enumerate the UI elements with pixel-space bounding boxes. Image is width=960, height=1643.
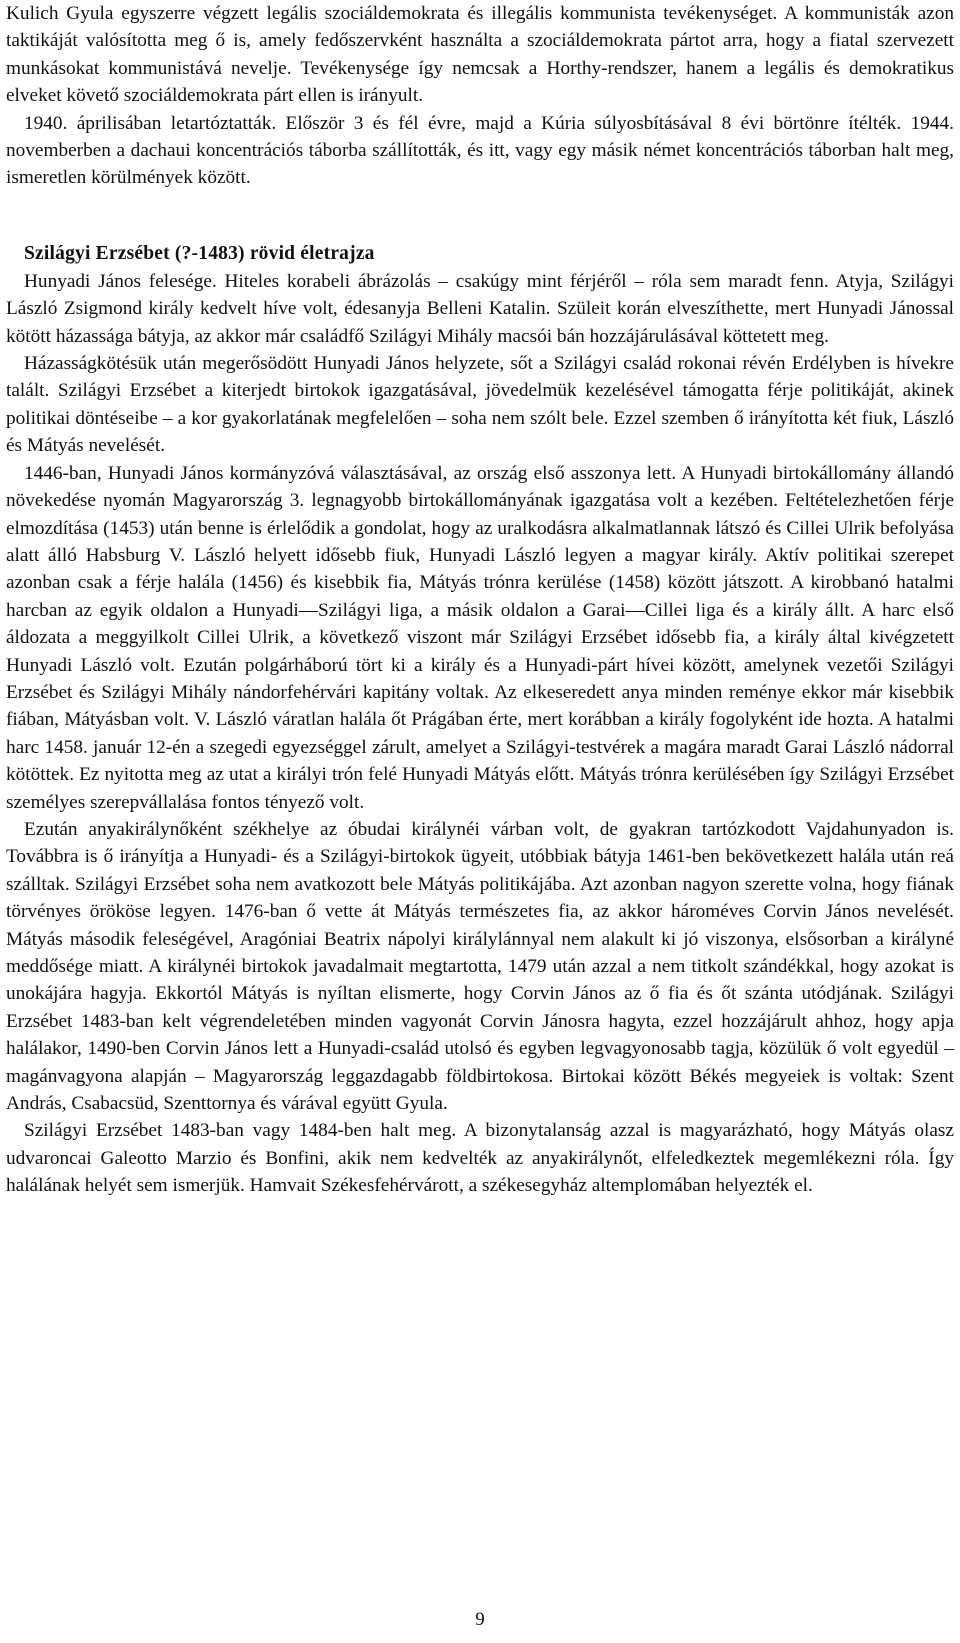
body-paragraph-3: 1446-ban, Hunyadi János kormányzóvá választásával, az ország első asszonya lett. A Hunyadi birtokállomány állandó növekedése nyomán Magyarország 3. legnagyobb birtokállományának igazgatása volt a kezében. Feltételezhetően férje elmozdítása (1453) után benne is érlelődik a gondolat, hogy az uralkodásra alkalmatlannak látszó és Cillei Ulrik befolyása alatt álló Habsburg V. László helyett idősebb fiuk, Hunyadi László legyen a magyar király. Aktív politikai szerepet azonban csak a férje halála (1456) és kisebbik fia, Mátyás trónra kerülése (1458) között játszott. A kirobbanó hatalmi harcban az egyik oldalon a Hunyadi—Szilágyi liga, a másik oldalon a Garai—Cillei liga és a király állt. A harc első áldozata a meggyilkolt Cillei Ulrik, a következő viszont már Szilágyi Erzsébet idősebb fia, a király által kivégzetett Hunyadi László volt. Ezután polgárháború tört ki a király és a Hunyadi-párt hívei között, amelynek vezetői Szilágyi Erzsébet és Szilágyi Mihály nándorfehérvári kapitány voltak. Az elkeseredett anya minden reménye ekkor már kisebbik fiában, Mátyásban volt. V. László váratlan halála őt Prágában érte, mert korábban a király fogolyként ide hozta. A hatalmi harc 1458. január 12-én a szegedi egyezséggel zárult, amelyet a Szilágyi-testvérek a magára maradt Garai László nádorral kötöttek. Ez nyitotta meg az utat a királyi trón felé Hunyadi Mátyás előtt. Mátyás trónra kerülésében így Szilágyi Erzsébet személyes szerepvállalása fontos tényező volt. <box>6 462 954 813</box>
intro-paragraph-1: Kulich Gyula egyszerre végzett legális szociáldemokrata és illegális kommunista tevékenységet. A kommunisták azon taktikáját valósította meg ő is, amely fedőszervként használta a szociáldemokrata pártot arra, hogy a fiatal szervezett munkásokat kommunistává nevelje. Tevékenysége így nemcsak a Horthy-rendszer, hanem a legális és demokratikus elveket követő szociáldemokrata párt ellen is irányult. <box>6 3 954 107</box>
body-paragraph-4: Ezután anyakirálynőként székhelye az óbudai királynéi várban volt, de gyakran tartózkodott Vajdahunyadon is. Továbbra is ő irányítja a Hunyadi- és a Szilágyi-birtokok ügyeit, utóbbiak bátyja 1461-ben bekövetkezett halála után reá szálltak. Szilágyi Erzsébet soha nem avatkozott bele Mátyás politikájába. Azt azonban nagyon szerette volna, hogy fiának törvényes örököse legyen. 1476-ban ő vette át Mátyás természetes fia, az akkor hároméves Corvin János nevelését. Mátyás második feleségével, Aragóniai Beatrix nápolyi királylánnyal nem alakult ki jó viszonya, elsősorban a királyné meddősége miatt. A királynéi birtokok javadalmait megtartotta, 1479 után azzal a nem titkolt szándékkal, hogy azokat is unokájára hagyja. Ekkortól Mátyás is nyíltan elismerte, hogy Corvin János az ő fia és őt szánta utódjának. Szilágyi Erzsébet 1483-ban kelt végrendeletében minden vagyonát Corvin Jánosra hagyta, ezzel hozzájárult ahhoz, hogy apja halálakor, 1490-ben Corvin János lett a Hunyadi-család utolsó és egyben legvagyonosabb tagja, közülük ő volt egyedül – magánvagyona alapján – Magyarország leggazdagabb földbirtokosa. Birtokai között Békés megyeiek is voltak: Szent András, Csabacsüd, Szenttornya és várával együtt Gyula. <box>6 818 954 1115</box>
body-paragraph-2: Házasságkötésük után megerősödött Hunyadi János helyzete, sőt a Szilágyi család rokonai révén Erdélyben is hívekre talált. Szilágyi Erzsébet a kiterjedt birtokok igazgatásával, jövedelmük kezelésével támogatta férje politikáját, akinek politikai döntéseibe – a kor gyakorlatának megfelelően – soha nem szólt bele. Ezzel szemben ő irányította két fiuk, László és Mátyás nevelését. <box>6 353 954 457</box>
section-heading: Szilágyi Erzsébet (?-1483) rövid életrajza <box>24 242 375 264</box>
section-body <box>6 268 954 1200</box>
body-paragraph-5: Szilágyi Erzsébet 1483-ban vagy 1484-ben halt meg. A bizonytalanság azzal is magyarázható, hogy Mátyás olasz udvaroncai Galeotto Marzio és Bonfini, akik nem kedvelték az anyakirálynőt, elfeledkeztek megemlékezni róla. Így halálának helyét sem ismerjük. Hamvait Székesfehérvárott, a székesegyház altemplomában helyezték el. <box>6 1120 954 1197</box>
document-page <box>6 0 954 1200</box>
page-number: 9 <box>475 1609 485 1630</box>
body-paragraph-1: Hunyadi János felesége. Hiteles korabeli ábrázolás – csakúgy mint férjéről – róla sem maradt fenn. Atyja, Szilágyi László Zsigmond király kedvelt híve volt, édesanyja Belleni Katalin. Szüleit korán elveszíthette, mert Hunyadi Jánossal kötött házassága bátyja, az akkor már családfő Szilágyi Mihály macsói bán hozzájárulásával köttetett meg. <box>6 270 954 347</box>
intro-paragraph-2: 1940. áprilisában letartóztatták. Először 3 és fél évre, majd a Kúria súlyosbításával 8 évi börtönre ítélték. 1944. novemberben a dachaui koncentrációs táborba szállították, és itt, vagy egy másik német koncentrációs táborban halt meg, ismeretlen körülmények között. <box>6 112 954 189</box>
intro-text <box>6 0 954 192</box>
